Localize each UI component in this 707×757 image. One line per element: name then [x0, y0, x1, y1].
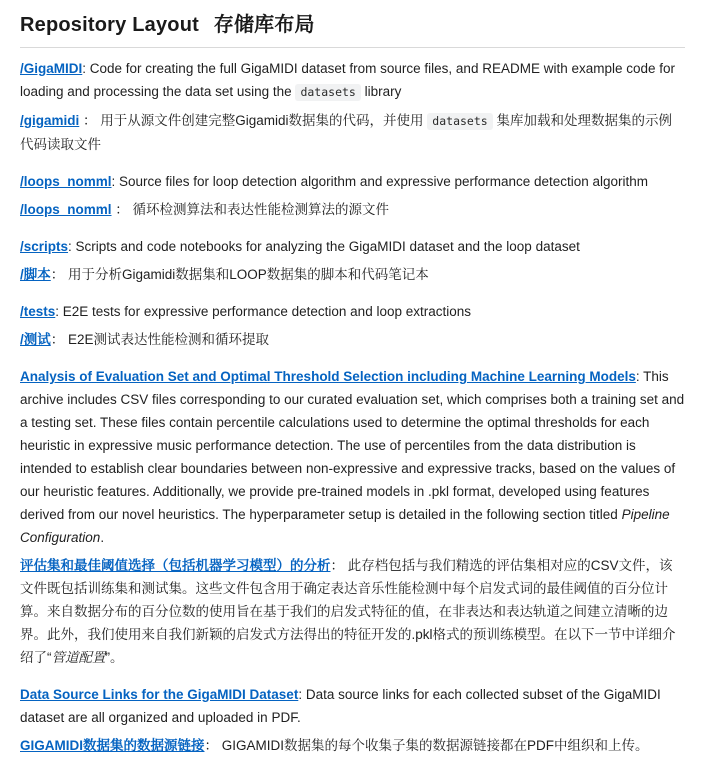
text-run: : Source files for loop detection algorithm and expressive performance detection algorithm — [111, 174, 649, 189]
document-body — [20, 57, 685, 757]
paragraph-analysis-zh — [20, 554, 685, 669]
section-5 — [20, 683, 685, 757]
text-run: : E2E tests for expressive performance detection and loop extractions — [55, 304, 471, 319]
italic-text: Pipeline Configuration — [20, 507, 670, 545]
paragraph-loops-nomml-en — [20, 170, 685, 193]
page-title-en: Repository Layout — [20, 14, 199, 36]
text-run: ： 此存档包括与我们精选的评估集相对应的CSV文件，该文件既包括训练集和测试集。这些文件包含用于确定表达音乐性能检测中每个启发式词的最佳阈值的百分位计算。来自数据分布的百分位数的使用旨在基于我们的启发式特征的值，在非表达和表达轨道之间建立清晰的边界。此外，我们使用来自我们新颖的启发式方法得出的特征开发的.pkl格式的预训练模型。在以下一节中详细介绍了“ — [20, 558, 676, 665]
text-run: . — [100, 530, 105, 545]
tests-en-link[interactable]: /tests — [20, 304, 56, 319]
section-0 — [20, 57, 685, 156]
text-run: : This archive includes CSV files corresponding to our curated evaluation set, which comprises both a training set and a testing set. These files contain percentile calculations used to determine the optimal thresholds for each heuristic in expressive music performance detection. The use of percentiles from the data distribution is intended to establish clear boundaries between non-expressive and expressive tracks, based on the values of our heuristic features. Additionally, we provide pre-trained models in .pkl format, developed using features derived from our novel heuristics. The hyperparameter setup is detailed in the following section titled — [20, 369, 685, 522]
page-title — [20, 12, 685, 38]
paragraph-gigamidi-zh — [20, 109, 685, 156]
text-run: : Scripts and code notebooks for analyzing the GigaMIDI dataset and the loop dataset — [68, 239, 580, 254]
paragraph-data-source-zh — [20, 734, 685, 757]
section-2 — [20, 235, 685, 286]
inline-code: datasets — [295, 84, 360, 101]
page-title-zh: 存储库布局 — [213, 14, 315, 36]
scripts-zh-link[interactable]: /脚本 — [20, 267, 51, 282]
text-run: : Data source links for each collected subset of the GigaMIDI dataset are all organized and uploaded in PDF. — [20, 687, 661, 725]
text-run: ： GIGAMIDI数据集的每个收集子集的数据源链接都在PDF中组织和上传。 — [204, 738, 649, 753]
paragraph-gigamidi-en — [20, 57, 685, 104]
text-run: 集库加载和处理数据集的示例代码读取文件 — [20, 113, 672, 152]
loops-nomml-en-link[interactable]: /loops_nomml — [20, 174, 112, 189]
tests-zh-link[interactable]: /测试 — [20, 332, 51, 347]
heading-divider — [20, 47, 685, 48]
paragraph-analysis-en — [20, 365, 685, 549]
text-run: ”。 — [105, 650, 124, 665]
data-source-en-link[interactable]: Data Source Links for the GigaMIDI Dataset — [20, 687, 299, 702]
paragraph-loops-nomml-zh — [20, 198, 685, 221]
italic-text: 管道配置 — [51, 650, 106, 665]
paragraph-tests-zh — [20, 328, 685, 351]
section-4 — [20, 365, 685, 669]
text-run: library — [360, 84, 402, 99]
data-source-zh-link[interactable]: GIGAMIDI数据集的数据源链接 — [20, 738, 205, 753]
loops-nomml-zh-link[interactable]: /loops_nomml — [20, 202, 112, 217]
paragraph-tests-en — [20, 300, 685, 323]
section-1 — [20, 170, 685, 221]
section-3 — [20, 300, 685, 351]
text-run: ： 用于从源文件创建完整Gigamidi数据集的代码，并使用 — [79, 113, 428, 128]
text-run: : Code for creating the full GigaMIDI dataset from source files, and README with example code for loading and processing the data set using the — [20, 61, 676, 99]
text-run: ： E2E测试表达性能检测和循环提取 — [50, 332, 270, 347]
gigamidi-zh-link[interactable]: /gigamidi — [20, 113, 80, 128]
paragraph-scripts-en — [20, 235, 685, 258]
paragraph-data-source-en — [20, 683, 685, 729]
scripts-en-link[interactable]: /scripts — [20, 239, 69, 254]
text-run: ： 循环检测算法和表达性能检测算法的源文件 — [111, 202, 390, 217]
inline-code: datasets — [427, 113, 492, 130]
paragraph-scripts-zh — [20, 263, 685, 286]
analysis-en-link[interactable]: Analysis of Evaluation Set and Optimal Threshold Selection including Machine Learning Models — [20, 369, 636, 384]
gigamidi-en-link[interactable]: /GigaMIDI — [20, 61, 83, 76]
text-run: ： 用于分析Gigamidi数据集和LOOP数据集的脚本和代码笔记本 — [50, 267, 429, 282]
analysis-zh-link[interactable]: 评估集和最佳阈值选择（包括机器学习模型）的分析 — [20, 558, 331, 573]
